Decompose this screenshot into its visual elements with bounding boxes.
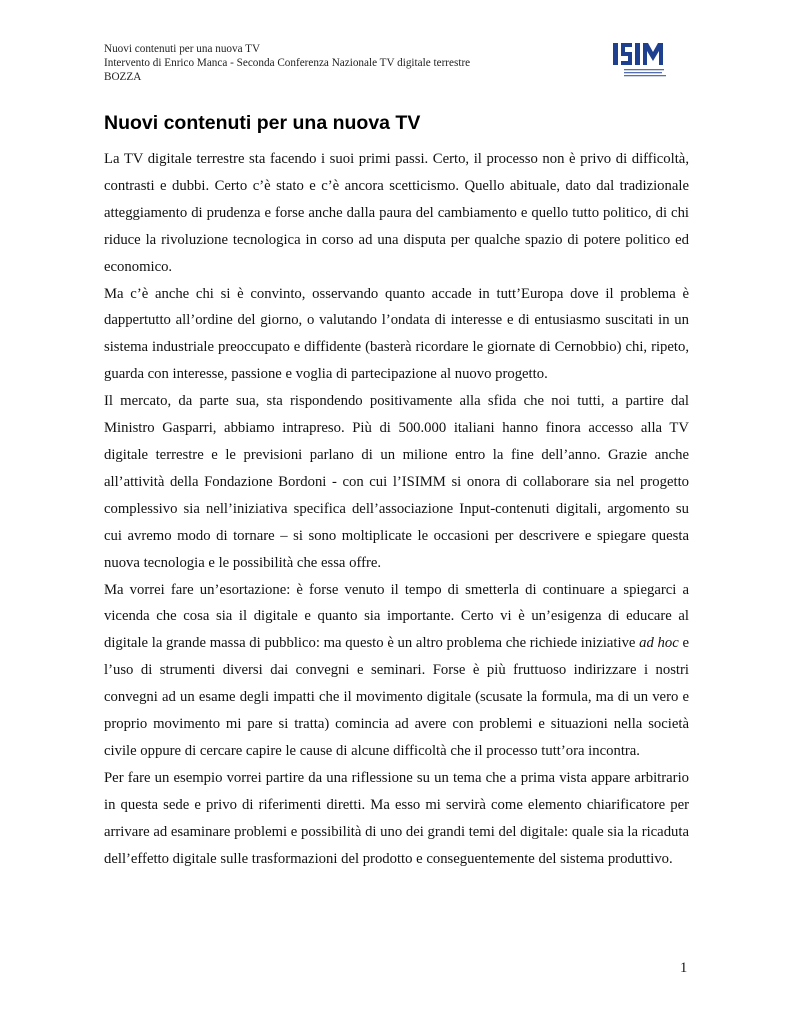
running-header [104,42,470,84]
paragraph-2: Ma c’è anche chi si è convinto, osservando quanto accade in tutt’Europa dove il problema è dappertutto all’ordine del giorno, o valutando l’ondata di interesse e di entusiasmo suscitati in un sistema industriale preoccupato e diffidente (basterà ricordare le giornate di Cernobbio) chi, ripeto, guarda con interesse, passione e voglia di partecipazione al nuovo progetto. [104,285,689,383]
paragraph-5: Per fare un esempio vorrei partire da una riflessione su un tema che a prima vista appare arbitrario in questa sede e privo di riferimenti diretti. Ma esso mi servirà come elemento chiarificatore per arrivare ad esaminare problemi e possibilità di uno dei grandi temi del digitale: quale sia la ricaduta dell’effetto digitale sulle trasformazioni del prodotto e conseguentemente del sistema produttivo. [104,769,689,867]
header-subtitle: Intervento di Enrico Manca - Seconda Conferenza Nazionale TV digitale terrestre [104,57,471,69]
paragraph-4-italic: ad hoc [639,635,679,652]
document-title: Nuovi contenuti per una nuova TV [104,112,421,134]
document-body [104,146,689,872]
header-title: Nuovi contenuti per una nuova TV [104,43,261,55]
paragraph-4-text-before: Ma vorrei fare un’esortazione: è forse venuto il tempo di smetterla di continuare a spiegarci a vicenda che cosa sia il digitale e quanto sia importante. Certo vi è un’esigenza di educare al digitale la grande massa di pubblico: ma questo è un altro problema che richiede iniziative [104,581,689,652]
paragraph-4 [104,577,689,765]
paragraph-1: La TV digitale terrestre sta facendo i suoi primi passi. Certo, il processo non è privo di difficoltà, contrasti e dubbi. Certo c’è stato e c’è ancora scetticismo. Quello abituale, dato dal tradizionale atteggiamento di prudenza e forse anche dalla paura del cambiamento e quello tutto politico, di chi riduce la rivoluzione tecnologica in corso ad una disputa per qualche spazio di potere politico ed economico. [104,151,689,275]
paragraph-3: Il mercato, da parte sua, sta rispondendo positivamente alla sfida che noi tutti, a partire dal Ministro Gasparri, abbiamo intrapreso. Più di 500.000 italiani hanno finora accesso alla TV digitale terrestre e le previsioni parlano di un milione entro la fine dell’anno. Grazie anche all’attività della Fondazione Bordoni - con cui l’ISIMM si onora di collaborare sia nel progetto complessivo sia nell’iniziativa specifica dell’associazione Input-contenuti digitali, argomento su cui avremo modo di tornare – si sono moltiplicate le occasioni per descrivere e spiegare questa nuova tecnologia e le possibilità che essa offre. [104,393,689,571]
paragraph-4-text-after: e l’uso di strumenti diversi dai convegni e seminari. Forse è più fruttuoso indirizzare i nostri convegni ad un esame degli impatti che il movimento digitale (scusate la formula, ma di un vero e proprio movimento mi pare si tratta) comincia ad avere con problemi e situazioni nella società civile oppure di cercare capire le cause di alcune difficoltà che il processo tutt’ora incontra. [104,635,689,759]
isimm-logo [612,42,672,80]
page-number: 1 [680,960,688,976]
header-draft-label: BOZZA [104,71,142,83]
